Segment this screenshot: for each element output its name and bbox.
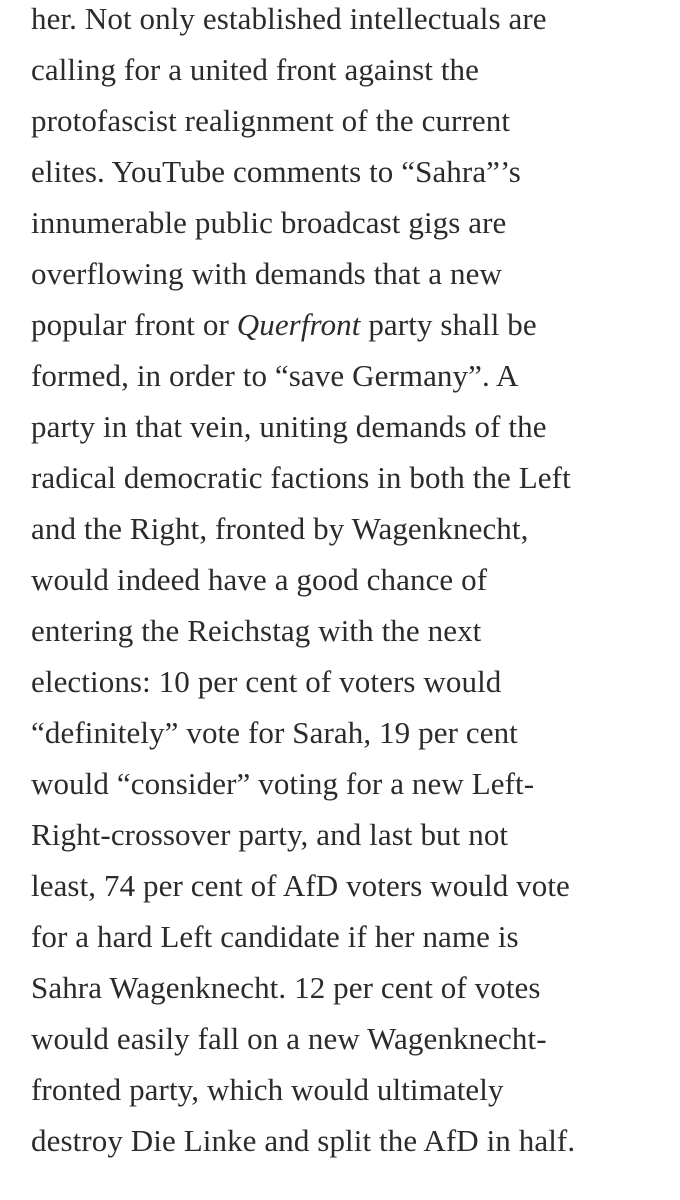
text-segment: party in that vein, uniting demands of the — [31, 409, 547, 444]
text-line — [31, 503, 671, 554]
text-line — [31, 1115, 671, 1166]
text-line — [31, 962, 671, 1013]
text-line — [31, 758, 671, 809]
text-line — [31, 146, 671, 197]
text-segment: formed, in order to “save Germany”. A — [31, 358, 519, 393]
text-segment: would indeed have a good chance of — [31, 562, 488, 597]
text-line — [31, 0, 671, 44]
text-line — [31, 809, 671, 860]
text-line — [31, 707, 671, 758]
text-line — [31, 44, 671, 95]
text-line — [31, 197, 671, 248]
article-body — [31, 0, 671, 1166]
text-segment: fronted party, which would ultimately — [31, 1072, 504, 1107]
text-segment: elections: 10 per cent of voters would — [31, 664, 502, 699]
text-line — [31, 554, 671, 605]
text-line — [31, 860, 671, 911]
text-line — [31, 656, 671, 707]
text-line — [31, 248, 671, 299]
text-segment: entering the Reichstag with the next — [31, 613, 482, 648]
text-segment: would “consider” voting for a new Left- — [31, 766, 535, 801]
text-segment: for a hard Left candidate if her name is — [31, 919, 519, 954]
text-segment: destroy Die Linke and split the AfD in half. — [31, 1123, 576, 1158]
text-segment: calling for a united front against the — [31, 52, 479, 87]
text-line — [31, 911, 671, 962]
text-line — [31, 350, 671, 401]
text-segment: would easily fall on a new Wagenknecht- — [31, 1021, 547, 1056]
text-segment: radical democratic factions in both the Left — [31, 460, 571, 495]
text-line — [31, 452, 671, 503]
text-segment: least, 74 per cent of AfD voters would vote — [31, 868, 570, 903]
text-line — [31, 401, 671, 452]
text-segment: protofascist realignment of the current — [31, 103, 511, 138]
text-line — [31, 299, 671, 350]
text-segment: innumerable public broadcast gigs are — [31, 205, 507, 240]
text-segment: “definitely” vote for Sarah, 19 per cent — [31, 715, 518, 750]
text-segment: elites. YouTube comments to “Sahra”’s — [31, 154, 521, 189]
text-segment: overflowing with demands that a new — [31, 256, 502, 291]
text-segment: popular front or — [31, 307, 237, 342]
text-segment: party shall be — [360, 307, 537, 342]
text-segment: Right-crossover party, and last but not — [31, 817, 509, 852]
text-line — [31, 95, 671, 146]
text-segment: her. Not only established intellectuals are — [31, 1, 547, 36]
text-line — [31, 605, 671, 656]
emphasized-text: Querfront — [236, 307, 361, 342]
text-segment: and the Right, fronted by Wagenknecht, — [31, 511, 529, 546]
text-line — [31, 1064, 671, 1115]
text-line — [31, 1013, 671, 1064]
text-segment: Sahra Wagenknecht. 12 per cent of votes — [31, 970, 541, 1005]
